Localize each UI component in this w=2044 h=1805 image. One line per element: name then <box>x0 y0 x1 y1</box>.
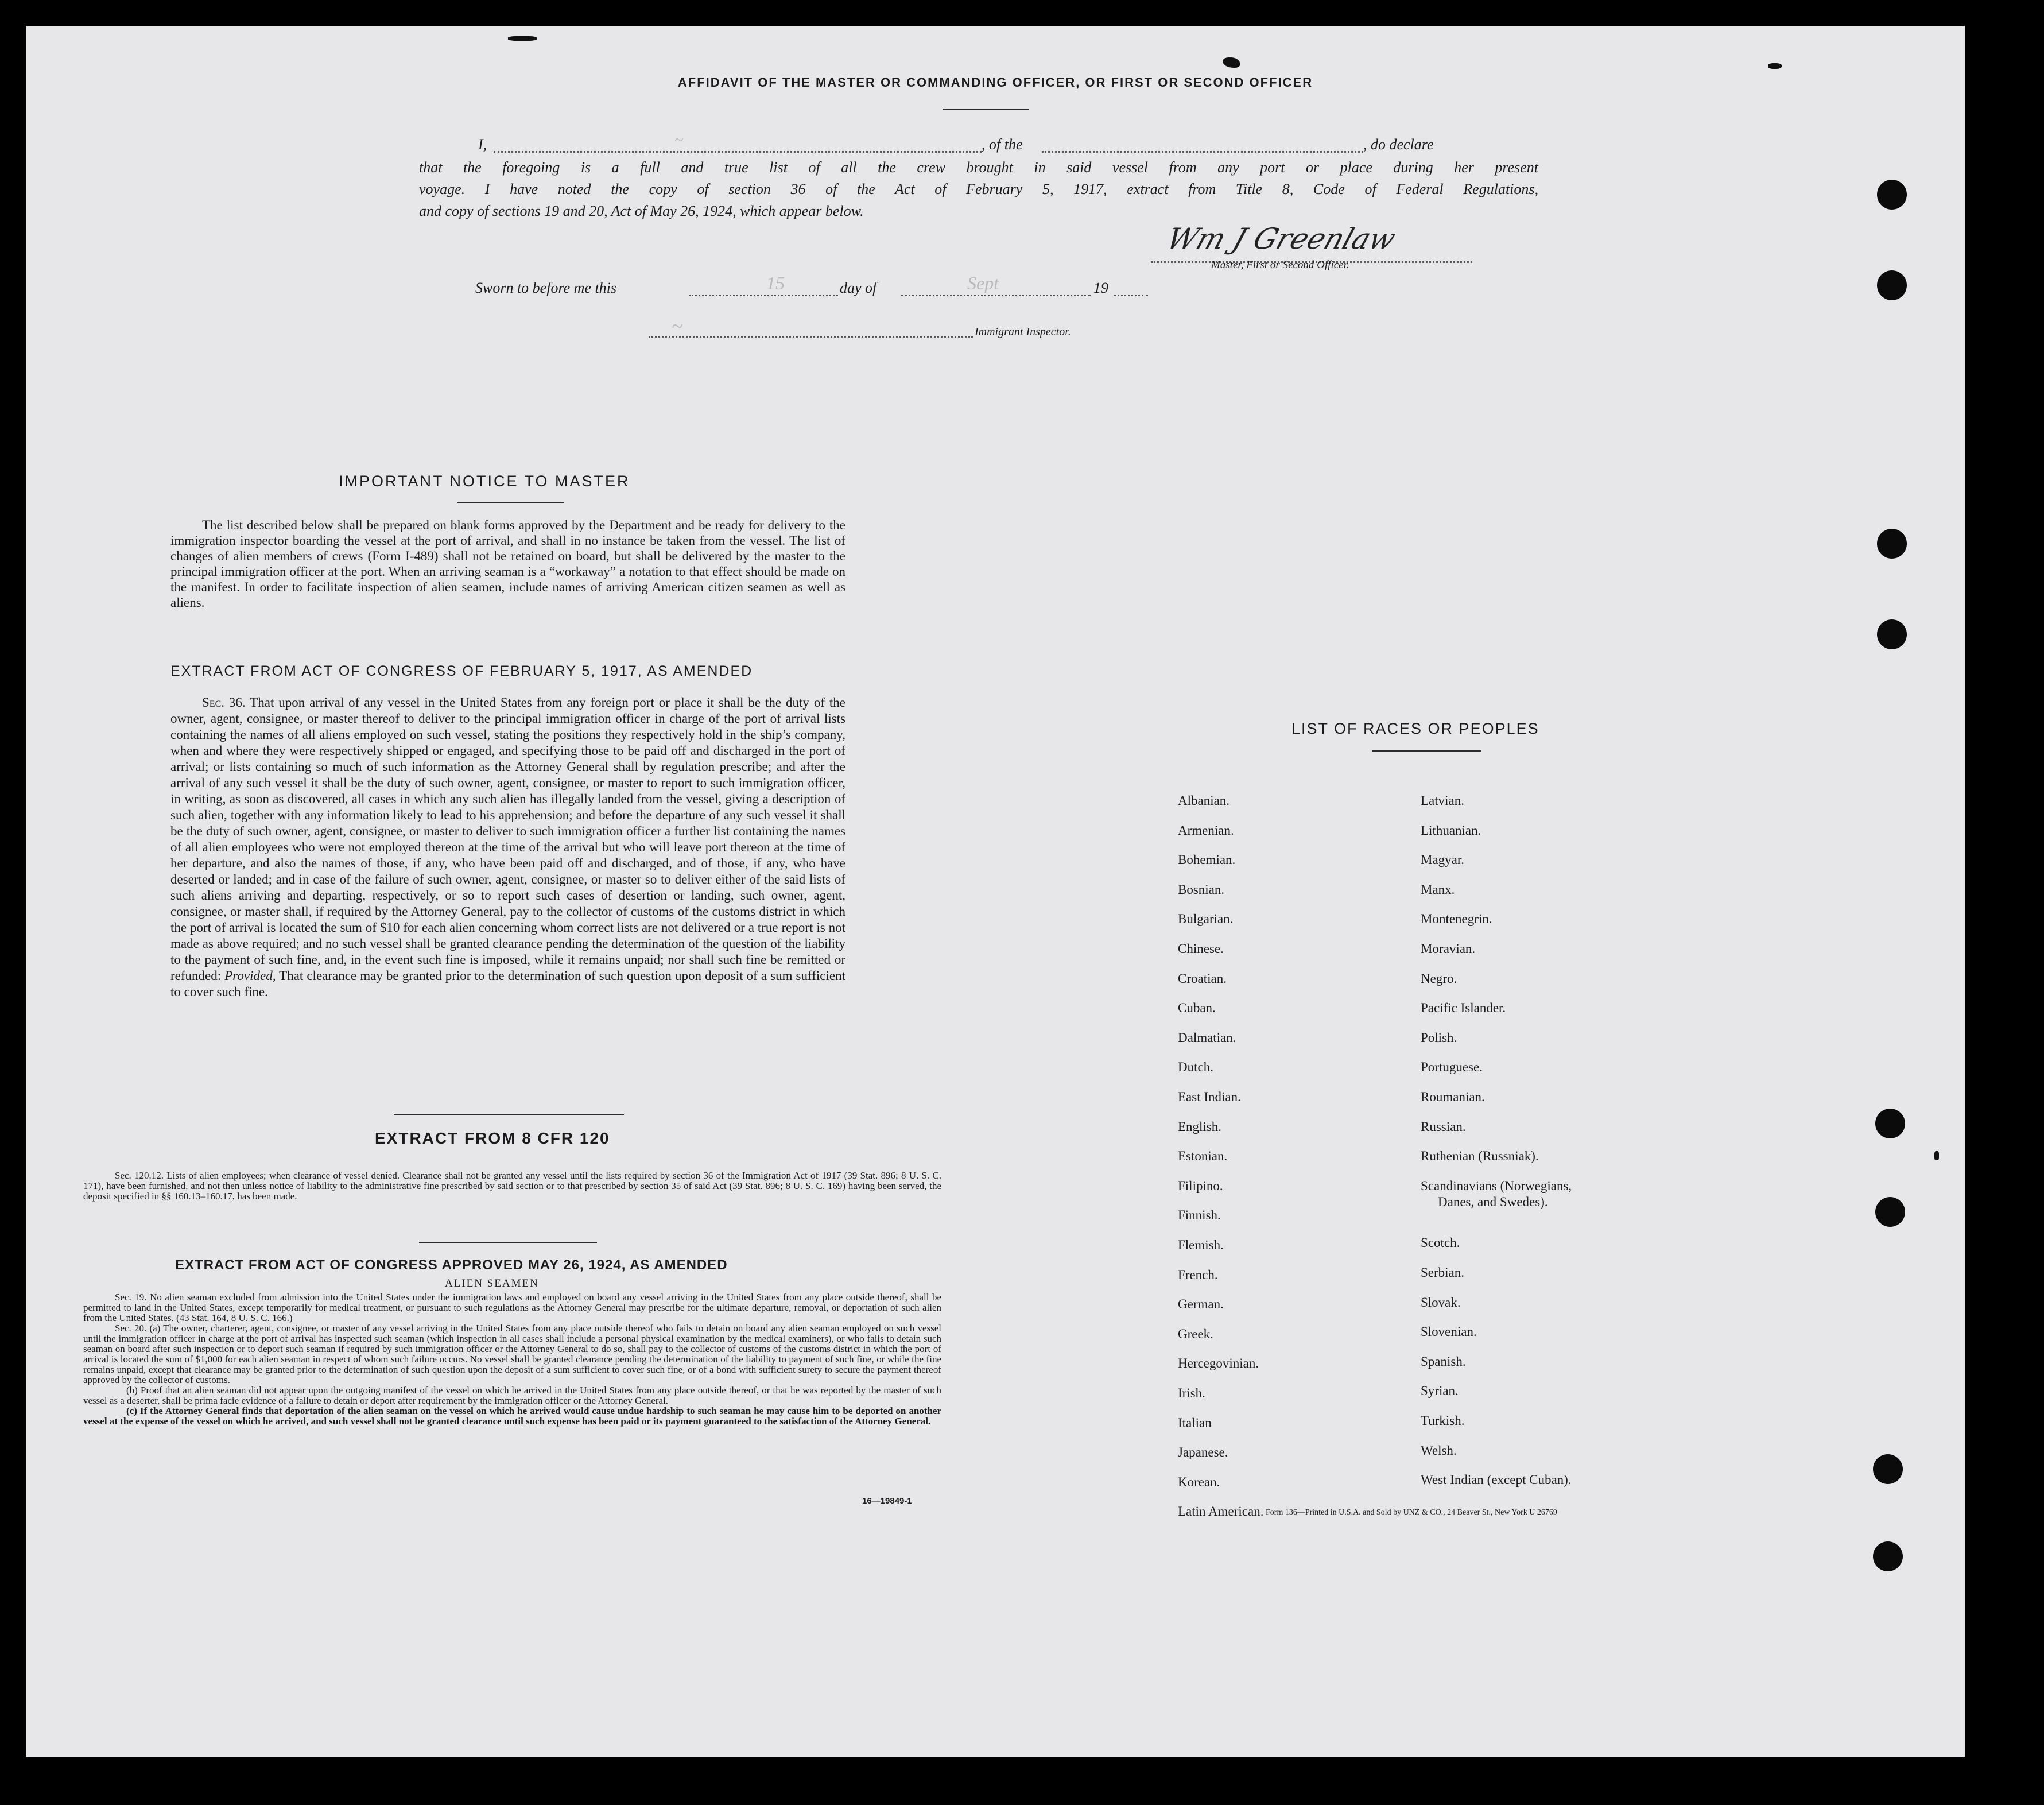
form-code: 16—19849-1 <box>862 1496 912 1506</box>
race-item: Pacific Islander. <box>1421 1001 1506 1016</box>
affidavit-line1-i: I, <box>478 136 487 153</box>
race-item: Finnish. <box>1178 1208 1221 1223</box>
race-item: Moravian. <box>1421 942 1476 956</box>
binder-hole-5 <box>1875 1109 1905 1138</box>
race-item: English. <box>1178 1119 1222 1134</box>
race-item: Roumanian. <box>1421 1090 1485 1104</box>
affidavit-line3: voyage. I have noted the copy of section 36 of the Act of February 5, 1917, extract from Title 8, Code of Federal Regulations, <box>419 181 1538 197</box>
ink-mark-top-left <box>508 36 537 41</box>
sec19-text: Sec. 19. No alien seaman excluded from admission into the United States under the immigration laws and employed on board any vessel arriving in the United States from any place outside thereof, shall be permitted to land in the United States, except temporarily for medical treatment, or pursuant to such regulations as the Attorney General may prescribe for the ultimate departure, removal, or deportation of such alien from the United States. (43 Stat. 164, 8 U. S. C. 166.) <box>83 1292 941 1323</box>
binder-hole-2 <box>1877 270 1907 300</box>
binder-hole-4 <box>1877 619 1907 649</box>
affidavit-line4: and copy of sections 19 and 20, Act of May 26, 1924, which appear below. <box>419 203 864 219</box>
sec36-label: Sec. 36. <box>202 695 246 710</box>
race-item: Bulgarian. <box>1178 912 1234 927</box>
race-item: Slovenian. <box>1421 1324 1477 1339</box>
ink-blot-corner <box>1768 63 1782 69</box>
race-item: Korean. <box>1178 1474 1220 1489</box>
extract-cfr-title: EXTRACT FROM 8 CFR 120 <box>375 1129 610 1147</box>
affidavit-title: AFFIDAVIT OF THE MASTER OR COMMANDING OFFICER, OR FIRST OR SECOND OFFICER <box>677 75 1313 90</box>
race-item: Spanish. <box>1421 1354 1466 1369</box>
extract-1924-subtitle: ALIEN SEAMEN <box>445 1277 539 1289</box>
race-item: Japanese. <box>1178 1445 1228 1460</box>
race-item: Flemish. <box>1178 1238 1224 1252</box>
race-item: Serbian. <box>1421 1265 1465 1280</box>
race-item: Filipino. <box>1178 1178 1223 1193</box>
sec20b-text: (b) Proof that an alien seaman did not appear upon the outgoing manifest of the vessel on which he arrived in the United States from any place outside thereof, or that he was reported by the master of such vessel as a deserter, shall be prima facie evidence of a failure to detain or deport after requirement by the immigration officer or the Attorney General. <box>83 1385 941 1406</box>
race-item: Latvian. <box>1421 793 1464 808</box>
ink-mark-right-edge <box>1934 1151 1939 1160</box>
sec36-text-end: That clearance may be granted prior to the determination of such question upon deposit of a sum sufficient to cover such fine. <box>170 969 845 999</box>
binder-hole-1 <box>1877 180 1907 210</box>
inspector-signature-line[interactable] <box>649 336 973 338</box>
sworn-day-field[interactable] <box>689 295 838 296</box>
sworn-month-value: Sept <box>967 273 999 293</box>
sworn-day-of: day of <box>840 280 877 296</box>
sworn-prefix: Sworn to before me this <box>475 280 617 296</box>
binder-hole-3 <box>1877 529 1907 559</box>
race-item: German. <box>1178 1297 1224 1312</box>
separator-1 <box>394 1114 624 1115</box>
notice-body: The list described below shall be prepared on blank forms approved by the Department and be ready for delivery to the immigration inspector boarding the vessel at the port of arrival, and shall in no instance be taken from the vessel. The list of changes of alien members of crews (Form I-489) shall not be retained on board, but shall be delivered by the master to the principal immigration officer at the port. When an arriving seaman is a “workaway” a notation to that effect should be made on the manifest. In order to facilitate inspection of alien seamen, include names of arriving American citizen seamen as well as aliens. <box>170 518 845 610</box>
race-item: Scotch. <box>1421 1235 1460 1250</box>
race-item: Montenegrin. <box>1421 912 1492 927</box>
race-item: West Indian (except Cuban). <box>1421 1473 1572 1488</box>
binder-hole-7 <box>1873 1454 1903 1484</box>
race-item: Hercegovinian. <box>1178 1356 1259 1371</box>
declarant-name-faded: ~ <box>674 131 684 149</box>
race-item: Polish. <box>1421 1030 1457 1045</box>
master-signature: Wm J Greenlaw <box>1162 222 1400 255</box>
sworn-year-field[interactable] <box>1114 295 1148 296</box>
race-item: Portuguese. <box>1421 1060 1483 1075</box>
race-item: Slovak. <box>1421 1295 1461 1310</box>
provided-word: Provided, <box>224 969 276 983</box>
document-page <box>26 26 1965 1757</box>
affidavit-line2: that the foregoing is a full and true list of all the crew brought in said vessel from any port or place during her present <box>419 159 1538 176</box>
race-item: Bosnian. <box>1178 882 1225 897</box>
race-item: Syrian. <box>1421 1384 1459 1399</box>
race-item: Bohemian. <box>1178 853 1236 867</box>
race-item: Albanian. <box>1178 793 1230 808</box>
race-item: Turkish. <box>1421 1413 1465 1428</box>
races-title: LIST OF RACES OR PEOPLES <box>1291 720 1539 737</box>
race-item: Manx. <box>1421 882 1455 897</box>
inspector-caption: Immigrant Inspector. <box>975 326 1071 338</box>
race-item: Croatian. <box>1178 971 1227 986</box>
binder-hole-8 <box>1873 1541 1903 1571</box>
race-item: Dutch. <box>1178 1060 1213 1075</box>
sec36-text: That upon arrival of any vessel in the United States from any foreign port or place it shall be the duty of the owner, agent, consignee, or master thereof to deliver to the principal immigration officer in charge of the port of arrival lists containing the names of all aliens employed on such vessel, stating the positions they respectively hold in the ship’s company, when and where they were respectively shipped or engaged, and specifying those to be paid off and discharged in the port of arrival; or lists containing so much of such information as the Attorney General shall by regulation prescribe; and after the arrival of any such vessel it shall be the duty of such owner, agent, consignee, or master to report to such immigration officer, in writing, as soon as discovered, all cases in which any such alien has illegally landed from the vessel, giving a description of such alien, together with any information likely to lead to his apprehension; and before the departure of any such vessel it shall be the duty of such owner, agent, consignee, or master to deliver to such immigration officer a further list containing the names of all alien employees who were not employed thereon at the time of the arrival but who will leave port thereon at the time of her departure, and also the names of those, if any, who have been paid off and discharged, and of those, if any, who have deserted or landed; and in case of the failure of such owner, agent, consignee, or master so to deliver either of the said lists of such aliens arriving and departing, respectively, or so to report such cases of desertion or landing, such owner, agent, consignee, or master shall, if required by the Attorney General, pay to the collector of customs of the customs district in which the port of arrival is located the sum of $10 for each alien concerning whom correct lists are not delivered or a true report is not made as above required; and no such vessel shall be granted clearance pending the determination of the question of the liability to the payment of such fine, and, in the event such fine is imposed, while it remains unpaid; nor shall such fine be remitted or refunded: <box>170 695 845 983</box>
signature-caption: Master, First or Second Officer. <box>1211 259 1349 271</box>
sworn-month-field[interactable] <box>901 295 1091 296</box>
race-item: Russian. <box>1421 1119 1466 1134</box>
separator-2 <box>419 1242 597 1243</box>
vessel-name-field[interactable] <box>1042 151 1363 153</box>
sec20c-text: (c) If the Attorney General finds that deportation of the alien seaman on the vessel on which he arrived would cause undue hardship to such seaman he may cause him to be deported on another vessel at the expense of the vessel on which he arrived, and such vessel shall not be granted clearance until such expense has been paid or its payment guaranteed to the satisfaction of the Attorney General. <box>83 1405 941 1427</box>
notice-title-underline <box>457 502 564 503</box>
inspector-signature-faded: ~ <box>672 315 683 338</box>
ink-blot-top <box>1223 57 1240 68</box>
race-item: Irish. <box>1178 1386 1205 1400</box>
race-item: Dalmatian. <box>1178 1030 1236 1045</box>
race-item: French. <box>1178 1267 1218 1282</box>
race-item: Greek. <box>1178 1326 1213 1341</box>
printer-footer: Form 136—Printed in U.S.A. and Sold by UNZ & CO., 24 Beaver St., New York U 26769 <box>1266 1508 1557 1517</box>
races-title-underline <box>1372 750 1481 752</box>
extract-1917-body <box>170 695 845 1000</box>
race-item: Danes, and Swedes). <box>1438 1194 1548 1209</box>
sworn-day-value: 15 <box>766 273 785 293</box>
extract-1924-title: EXTRACT FROM ACT OF CONGRESS APPROVED MAY 26, 1924, AS AMENDED <box>175 1257 728 1273</box>
race-item: Armenian. <box>1178 823 1234 838</box>
race-item: Ruthenian (Russniak). <box>1421 1149 1539 1164</box>
extract-1917-title: EXTRACT FROM ACT OF CONGRESS OF FEBRUARY 5, 1917, AS AMENDED <box>170 663 753 679</box>
extract-1924-body <box>83 1292 941 1427</box>
declarant-name-field[interactable] <box>494 151 982 153</box>
affidavit-line1-do-declare: , do declare <box>1363 136 1434 153</box>
race-item: Magyar. <box>1421 853 1465 867</box>
race-item: Chinese. <box>1178 942 1224 956</box>
race-item: Welsh. <box>1421 1443 1457 1458</box>
sworn-year-prefix: 19 <box>1093 280 1108 296</box>
race-item: East Indian. <box>1178 1090 1241 1104</box>
sec20a-text: Sec. 20. (a) The owner, charterer, agent, consignee, or master of any vessel arriving in the United States from any place outside thereof who fails to detain on board any alien seaman employed on such vessel until the immigration officer in charge at the port of arrival has inspected such seaman (which inspection in all cases shall include a personal physical examination by the medical examiners), or who fails to detain such seaman on board after such inspection or to deport such seaman if required by such immigration officer or the Attorney General to do so, shall pay to the collector of customs of the customs district in which the port of arrival is located the sum of $1,000 for each alien seaman in respect of whom such failure occurs. No vessel shall be granted clearance pending the determination of the liability to payment of such fine, or while the fine remains unpaid, except that clearance may be granted prior to the determination of such question upon the deposit of a sum sufficient to cover such fine, or of a bond with sufficient surety to secure the payment thereof approved by the collector of customs. <box>83 1323 941 1385</box>
race-item: Estonian. <box>1178 1149 1228 1164</box>
race-item: Italian <box>1178 1415 1212 1430</box>
race-item: Cuban. <box>1178 1001 1216 1016</box>
race-item: Scandinavians (Norwegians, <box>1421 1178 1572 1193</box>
race-item: Latin American. <box>1178 1504 1264 1519</box>
race-item: Negro. <box>1421 971 1457 986</box>
extract-cfr-body: Sec. 120.12. Lists of alien employees; when clearance of vessel denied. Clearance shall not be granted any vessel until the lists required by section 36 of the Immigration Act of 1917 (39 Stat. 896; 8 U. S. C. 171), have been furnished, and not then unless notice of liability to the administrative fine prescribed by said section or to that prescribed by section 35 of said Act (39 Stat. 896; 8 U. S. C. 169) having been served, the deposit specified in §§ 160.13–160.17, has been made. <box>83 1170 941 1202</box>
title-underline <box>943 109 1029 110</box>
notice-title: IMPORTANT NOTICE TO MASTER <box>339 472 630 490</box>
affidavit-line1-of-the: , of the <box>982 136 1023 153</box>
binder-hole-6 <box>1875 1197 1905 1227</box>
race-item: Lithuanian. <box>1421 823 1481 838</box>
